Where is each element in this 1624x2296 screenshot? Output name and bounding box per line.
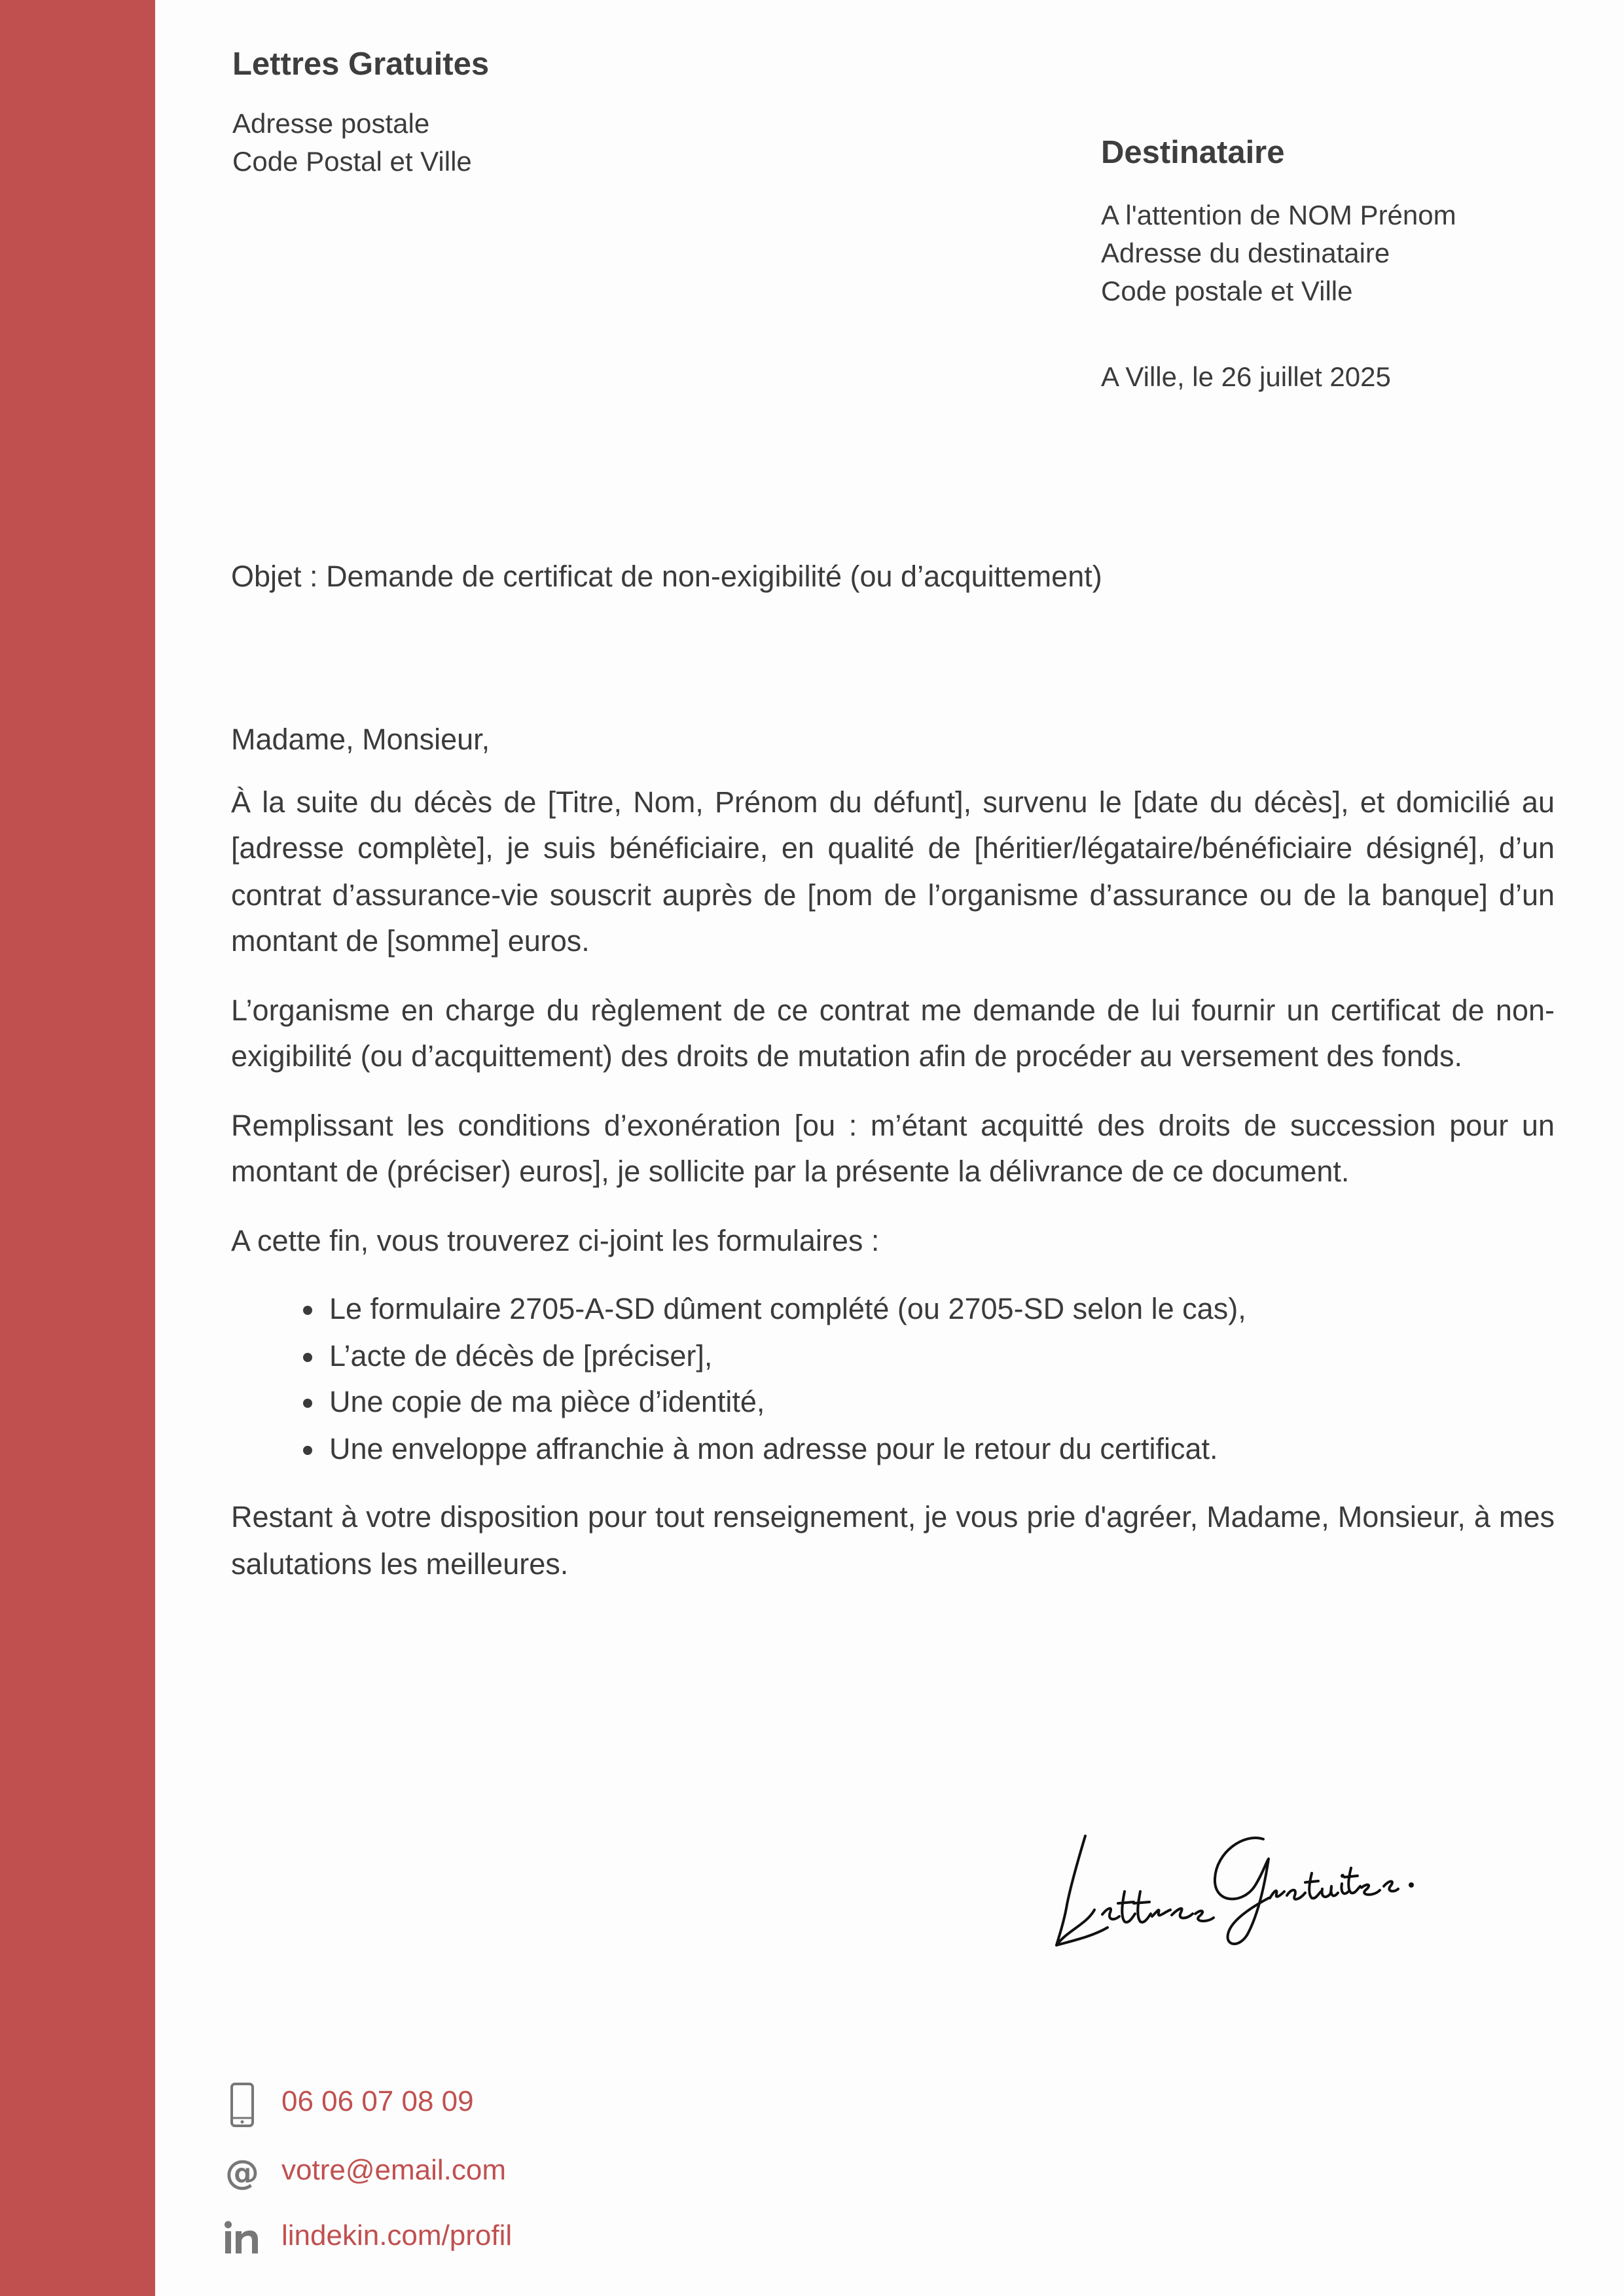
accent-sidebar xyxy=(0,0,155,2296)
contact-phone xyxy=(223,2081,812,2134)
body-paragraph-3: Remplissant les conditions d’exonération [ou : m’étant acquitté des droits de succession pour un montant de (préciser) euros], je sollicite par la présente la délivrance de ce document. xyxy=(231,1109,1555,1188)
sender-address xyxy=(232,105,472,181)
phone-icon xyxy=(223,2081,262,2128)
sender-city-line: Code Postal et Ville xyxy=(232,146,472,177)
list-item: • Le formulaire 2705-A-SD dûment complété (ou 2705-SD selon le cas), xyxy=(329,1286,1555,1333)
recipient-address xyxy=(1101,196,1456,310)
recipient-attention-line: A l'attention de NOM Prénom xyxy=(1101,200,1456,230)
svg-text:@: @ xyxy=(225,2153,259,2193)
sender-name: Lettres Gratuites xyxy=(232,46,490,82)
contact-email xyxy=(223,2150,812,2202)
body-paragraph-1: À la suite du décès de [Titre, Nom, Prénom du défunt], survenu le [date du décès], et domicilié au [adresse complète], je suis bénéficiaire, en qualité de [héritier/légataire/bénéficiaire désigné], d’un contrat d’assurance-vie souscrit auprès de [nom de l’organisme d’assurance ou de la banque] d’un montant de [somme] euros. xyxy=(231,785,1555,958)
body-paragraph-2: L’organisme en charge du règlement de ce contrat me demande de lui fournir un certificat de non-exigibilité (ou d’acquittement) des droits de mutation afin de procéder au versement des fonds. xyxy=(231,994,1555,1073)
list-item: • L’acte de décès de [préciser], xyxy=(329,1333,1555,1379)
letter-date: A Ville, le 26 juillet 2025 xyxy=(1101,361,1391,392)
recipient-city-line: Code postale et Ville xyxy=(1101,276,1353,306)
email-link[interactable]: votre@email.com xyxy=(281,2154,506,2186)
greeting: Madame, Monsieur, xyxy=(231,723,490,756)
letter-body xyxy=(231,717,1555,1609)
list-item: • Une copie de ma pièce d’identité, xyxy=(329,1379,1555,1426)
attachments-list xyxy=(231,1286,1555,1472)
at-sign-icon xyxy=(223,2150,262,2197)
sender-address-line: Adresse postale xyxy=(232,108,430,139)
recipient-title: Destinataire xyxy=(1101,135,1285,170)
list-item: • Une enveloppe affranchie à mon adresse pour le retour du certificat. xyxy=(329,1426,1555,1472)
linkedin-link[interactable]: lindekin.com/profil xyxy=(281,2219,513,2251)
closing-paragraph: Restant à votre disposition pour tout renseignement, je vous prie d'agréer, Madame, Monsieur, à mes salutations les meilleures. xyxy=(231,1501,1555,1580)
body-paragraph-4: A cette fin, vous trouverez ci-joint les formulaires : xyxy=(231,1224,880,1257)
signature xyxy=(1047,1800,1420,1957)
linkedin-icon xyxy=(223,2215,262,2263)
recipient-address-line: Adresse du destinataire xyxy=(1101,238,1390,268)
letter-subject: Objet : Demande de certificat de non-exigibilité (ou d’acquittement) xyxy=(231,560,1102,593)
contact-linkedin xyxy=(223,2215,812,2268)
phone-number[interactable]: 06 06 07 08 09 xyxy=(281,2085,474,2117)
